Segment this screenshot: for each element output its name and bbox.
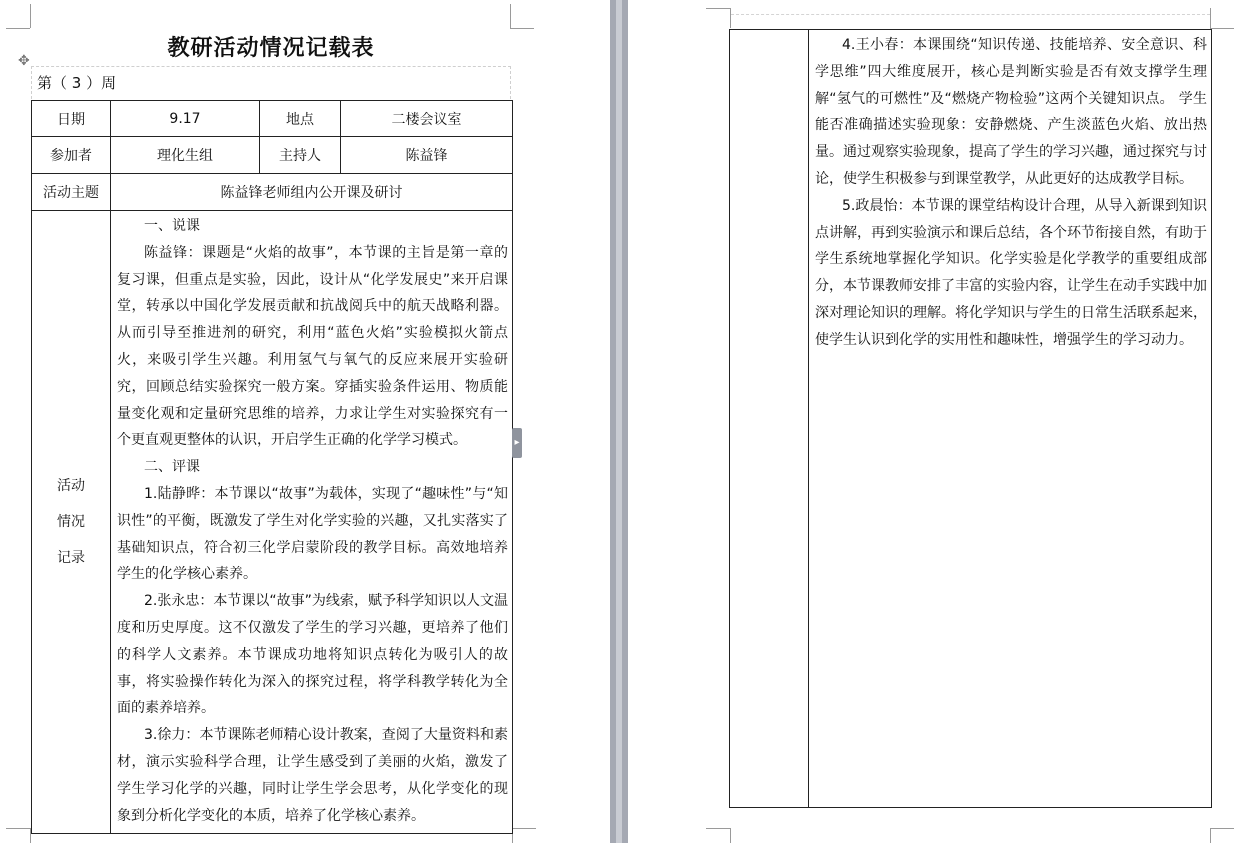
participants-value[interactable]: 理化生组: [111, 137, 260, 174]
crop-mark: [6, 28, 30, 29]
record-label-line: 情况: [57, 514, 85, 531]
date-value[interactable]: 9.17: [111, 101, 260, 137]
crop-mark: [706, 8, 730, 9]
record-paragraph: 3.徐力：本节课陈老师精心设计教案，查阅了大量资料和素材，演示实验科学合理，让学生感受到了美丽的火焰，激发了学生学习化学的兴趣，同时让学生学会思考，从化学变化的现象到分析化学变化的本质，培养了化学核心素养。: [117, 727, 508, 824]
crop-mark: [1210, 8, 1211, 28]
participants-label: 参加者: [32, 137, 111, 174]
header-guide-line: [731, 14, 1210, 16]
record-label-continued: [730, 30, 809, 808]
record-paragraph: 1.陆静晔：本节课以“故事”为载体，实现了“趣味性”与“知识性”的平衡，既激发了学生对化学实验的兴趣，又扎实落实了基础知识点，符合初三化学启蒙阶段的教学目标。高效地培养学生的化学核心素养。: [117, 485, 508, 583]
activity-record-table-continued: [729, 29, 1212, 808]
record-content-continued[interactable]: [809, 30, 1212, 808]
host-label: 主持人: [260, 137, 341, 174]
crop-mark: [510, 4, 511, 28]
record-label-line: 记录: [57, 550, 85, 567]
page-toggle-handle-icon[interactable]: ▸: [512, 428, 522, 458]
crop-mark: [6, 828, 30, 829]
record-label: [32, 211, 111, 834]
crop-mark: [1210, 28, 1234, 29]
document-title: 教研活动情况记载表: [167, 35, 375, 61]
document-page-left: [0, 0, 610, 843]
record-paragraph: 5.政晨怡：本节课的课堂结构设计合理，从导入新课到知识点讲解，再到实验演示和课后总结，各个环节衔接自然，有助于学生系统地掌握化学知识。化学实验是化学教学的重要组成部分，本节课教师安排了丰富的实验内容，让学生在动手实践中加深对理论知识的理解。将化学知识与学生的日常生活联系起来，使学生认识到化学的实用性和趣味性，增强学生的学习动力。: [815, 197, 1207, 348]
record-paragraph: 2.张永忠：本节课以“故事”为线索，赋予科学知识以人文温度和历史厚度。这不仅激发了学生的学习兴趣，更培养了他们的科学人文素养。本节课成功地将知识点转化为吸引人的故事，将实验操作转化为深入的探究过程，将学科教学转化为全面的素养培养。: [117, 593, 508, 717]
table-move-handle-icon[interactable]: ✥: [18, 53, 30, 69]
crop-mark: [512, 828, 536, 829]
crop-mark: [510, 28, 534, 29]
record-label-line: 活动: [57, 478, 85, 495]
crop-mark: [1210, 828, 1211, 843]
date-label: 日期: [32, 101, 111, 137]
activity-record-table: [31, 100, 513, 834]
crop-mark: [730, 8, 731, 28]
place-label: 地点: [260, 101, 341, 137]
record-paragraph: 陈益锋：课题是“火焰的故事”，本节课的主旨是第一章的复习课，但重点是实验，因此，设计从“化学发展史”来开启课堂，转承以中国化学发展贡献和抗战阅兵中的航天战略利器。从而引导至推进剂的研究，利用“蓝色火焰”实验模拟火箭点火，来吸引学生兴趣。利用氢气与氧气的反应来展开实验研究，回顾总结实验探究一般方案。穿插实验条件运用、物质能量变化观和定量研究思维的培养，力求让学生对实验探究有一个更直观更整体的认识，开启学生正确的化学学习模式。: [117, 244, 508, 449]
topic-value[interactable]: 陈益锋老师组内公开课及研讨: [111, 174, 513, 211]
record-content[interactable]: [111, 211, 513, 834]
crop-mark: [730, 828, 731, 843]
page-gap-divider: [616, 0, 622, 843]
crop-mark: [706, 828, 730, 829]
crop-mark: [30, 4, 31, 28]
place-value[interactable]: 二楼会议室: [341, 101, 513, 137]
topic-label: 活动主题: [32, 174, 111, 211]
crop-mark: [1210, 828, 1234, 829]
record-paragraph: 一、说课: [144, 218, 200, 234]
week-label: 第（ 3 ）周: [37, 74, 117, 92]
host-value[interactable]: 陈益锋: [341, 137, 513, 174]
record-paragraph: 4.王小春：本课围绕“知识传递、技能培养、安全意识、科学思维”四大维度展开，核心是判断实验是否有效支撑学生理解“氢气的可燃性”及“燃烧产物检验”这两个关键知识点。 学生能否准确描述实验现象：安静燃烧、产生淡蓝色火焰、放出热量。通过观察实验现象，提高了学生的学习兴趣，通过探究与讨论，使学生积极参与到课堂教学，从此更好的达成教学目标。: [815, 37, 1207, 187]
record-paragraph: 二、评课: [144, 459, 200, 476]
